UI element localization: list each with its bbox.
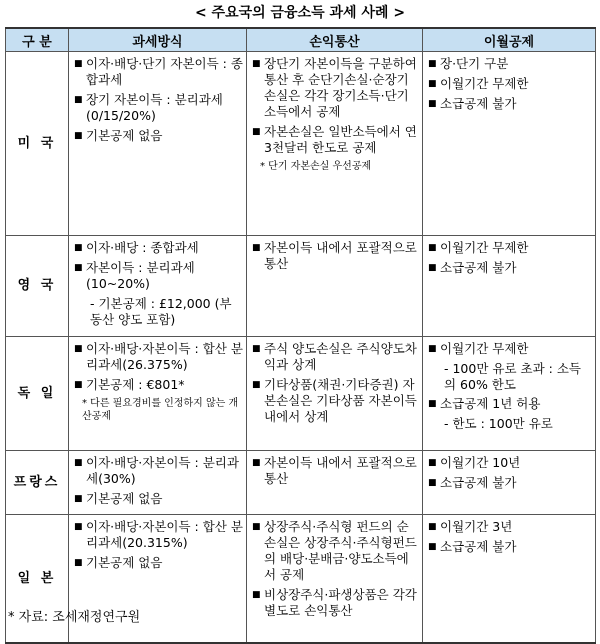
bullet-item: ■ 이월기간 무제한	[428, 240, 592, 256]
carry-cell	[423, 515, 596, 644]
bullet-item: ■ 이자·배당·자본이득 : 분리과세(30%)	[74, 455, 243, 487]
bullet-item: ■ 이자·배당·단기 자본이득 : 종합과세	[74, 56, 243, 88]
bullet-item: ■ 이월기간 무제한	[428, 76, 592, 92]
sub-item: - 기본공제 : £12,000 (부동산 양도 포함)	[90, 296, 232, 327]
bullet-item: ■ 기본공제 없음	[74, 128, 243, 144]
table-title: < 주요국의 금융소득 과세 사례 >	[194, 5, 406, 21]
country-cell: 일 본	[6, 515, 69, 644]
table-row-uk	[6, 236, 596, 337]
carry-cell	[423, 52, 596, 236]
header-category: 구 분	[6, 28, 69, 52]
offset-cell	[247, 451, 423, 515]
country-cell: 미 국	[6, 52, 69, 236]
offset-cell	[247, 236, 423, 337]
header-carryforward: 이월공제	[423, 28, 596, 52]
table-row-usa	[6, 52, 596, 236]
country-cell: 영 국	[6, 236, 69, 337]
bullet-item: ■ 자본이득 내에서 포괄적으로 통산	[252, 455, 419, 487]
bullet-item: ■ 자본이득 : 분리과세 (10~20%)	[74, 260, 243, 292]
offset-cell	[247, 515, 423, 644]
bullet-item: ■ 소급공제 불가	[428, 260, 592, 276]
bullet-item: ■ 상장주식·주식형 펀드의 순손실은 상장주식·주식형펀드의 배당·분배금·양도소득에서 공제	[252, 519, 419, 583]
bullet-item: ■ 이월기간 3년	[428, 519, 592, 535]
bullet-item: ■ 자본이득 내에서 포괄적으로 통산	[252, 240, 419, 272]
bullet-item: ■ 기본공제 없음	[74, 555, 243, 571]
header-row	[6, 28, 596, 52]
bullet-item: ■ 소급공제 불가	[428, 539, 592, 555]
header-tax-method: 과세방식	[69, 28, 247, 52]
country-cell: 프랑스	[6, 451, 69, 515]
header-loss-offset: 손익통산	[247, 28, 423, 52]
bullet-item: ■ 이자·배당·자본이득 : 합산 분리과세(26.375%)	[74, 341, 243, 373]
bullet-item: ■ 기본공제 : €801*	[74, 377, 243, 393]
bullet-item: ■ 장·단기 구분	[428, 56, 592, 72]
carry-cell	[423, 337, 596, 451]
tax-cell	[69, 337, 247, 451]
table-row-france	[6, 451, 596, 515]
bullet-item: ■ 장기 자본이득 : 분리과세(0/15/20%)	[74, 92, 243, 124]
tax-cell	[69, 236, 247, 337]
sub-item: - 한도 : 100만 유로	[444, 416, 553, 431]
sub-item: - 100만 유로 초과 : 소득의 60% 한도	[444, 361, 581, 392]
bullet-item: ■ 주식 양도손실은 주식양도차익과 상계	[252, 341, 419, 373]
bullet-item: ■ 이월기간 무제한	[428, 341, 592, 357]
bullet-item: ■ 기타상품(채권·기타증권) 자본손실은 기타상품 자본이득 내에서 상계	[252, 377, 419, 425]
bullet-item: ■ 이월기간 10년	[428, 455, 592, 471]
bullet-item: ■ 이자·배당·자본이득 : 합산 분리과세(20.315%)	[74, 519, 243, 551]
table-row-germany	[6, 337, 596, 451]
note-text: * 단기 자본손실 우선공제	[260, 161, 372, 172]
bullet-item: ■ 이자·배당 : 종합과세	[74, 240, 243, 256]
bullet-item: ■ 소급공제 불가	[428, 96, 592, 112]
bullet-item: ■ 비상장주식·파생상품은 각각 별도로 손익통산	[252, 587, 419, 619]
bullet-item: ■ 기본공제 없음	[74, 491, 243, 507]
tax-cell	[69, 451, 247, 515]
bullet-item: ■ 장단기 자본이득을 구분하여 통산 후 순단기손실·순장기손실은 각각 장기소득·단기소득에서 공제	[252, 56, 419, 120]
bullet-item: ■ 소급공제 불가	[428, 475, 592, 491]
country-cell: 독 일	[6, 337, 69, 451]
offset-cell	[247, 52, 423, 236]
bullet-item: ■ 자본손실은 일반소득에서 연 3천달러 한도로 공제	[252, 124, 419, 156]
carry-cell	[423, 236, 596, 337]
bullet-item: ■ 소급공제 1년 허용	[428, 396, 592, 412]
offset-cell	[247, 337, 423, 451]
source-footnote: * 자료: 조세재정연구원	[8, 610, 141, 625]
tax-cell	[69, 52, 247, 236]
carry-cell	[423, 451, 596, 515]
tax-comparison-table	[5, 27, 596, 644]
note-text: * 다른 필요경비를 인정하지 않는 개산공제	[82, 398, 239, 422]
